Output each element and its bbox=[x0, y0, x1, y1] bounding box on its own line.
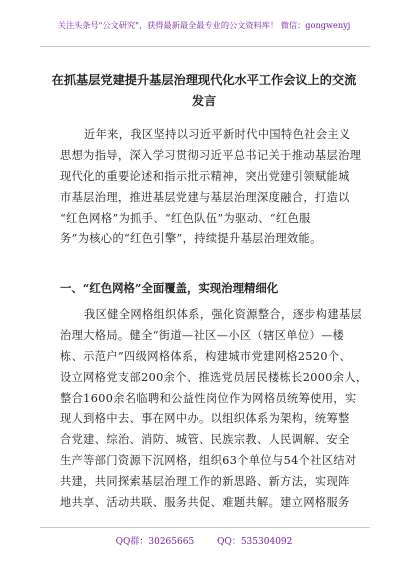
section-heading: 一、“红色网格”全面覆盖，实现治理精细化 bbox=[60, 281, 279, 295]
paragraph-line: 我区健全网格组织体系，强化资源整合，逐步构建基层 bbox=[84, 308, 363, 321]
paragraph-line: 治理大格局。健全“街道—社区—小区（辖区单位）—楼 bbox=[60, 328, 345, 342]
paragraph-line: 栋、示范户”四级网格体系，构建城市党建网格2520个、 bbox=[60, 349, 352, 363]
document-title-line-2: 发言 bbox=[191, 94, 217, 108]
paragraph-line: 合党建、综治、消防、城管、民族宗教、人民调解、安全 bbox=[60, 433, 350, 447]
paragraph-line: 地共享、活动共联、服务共促、难题共解。建立网格服务 bbox=[60, 496, 350, 510]
paragraph-line: 思想为指导，深入学习贯彻习近平总书记关于推动基层治理 bbox=[60, 148, 362, 162]
document-title-line-1: 在抓基层党建提升基层治理现代化水平工作会议上的交流 bbox=[51, 73, 357, 87]
footer-contacts bbox=[0, 534, 408, 547]
paragraph-line: 务”为核心的“红色引擎”，持续提升基层治理效能。 bbox=[60, 232, 322, 246]
footer-qq-group: QQ群：30265665 bbox=[115, 537, 195, 547]
paragraph-line: 共建，共同探索基层治理工作的新思路、新方法，实现阵 bbox=[60, 475, 350, 489]
paragraph-section-1 bbox=[60, 305, 368, 514]
paragraph-line: 市基层治理，推进基层党建与基层治理深度融合，打造以 bbox=[60, 190, 350, 204]
paragraph-line: 生产等部门资源下沉网格，组织63个单位与54个社区结对 bbox=[60, 454, 357, 468]
footer-qq: QQ：535304092 bbox=[217, 537, 293, 547]
paragraph-line: 设立网格党支部200余个、推选党员居民楼栋长2000余人， bbox=[60, 370, 368, 384]
header-notice: 关注头条号"公文研究"，获得最新最全最专业的公文资料库！ 微信：gongwenyj bbox=[57, 20, 351, 30]
paragraph-line: “红色网格”为抓手、“红色队伍”为驱动、“红色服 bbox=[60, 211, 311, 225]
paragraph-line: 现人到格中去、事在网中办。以组织体系为架构，统筹整 bbox=[60, 412, 350, 426]
paragraph-line: 整合1600余名临聘和公益性岗位作为网格员统筹使用，实 bbox=[60, 391, 357, 405]
header-divider bbox=[40, 46, 370, 47]
footer-divider bbox=[40, 527, 370, 528]
paragraph-line: 近年来，我区坚持以习近平新时代中国特色社会主义 bbox=[84, 128, 351, 141]
paragraph-intro bbox=[60, 125, 362, 250]
paragraph-line: 现代化的重要论述和指示批示精神，突出党建引领赋能城 bbox=[60, 169, 350, 183]
